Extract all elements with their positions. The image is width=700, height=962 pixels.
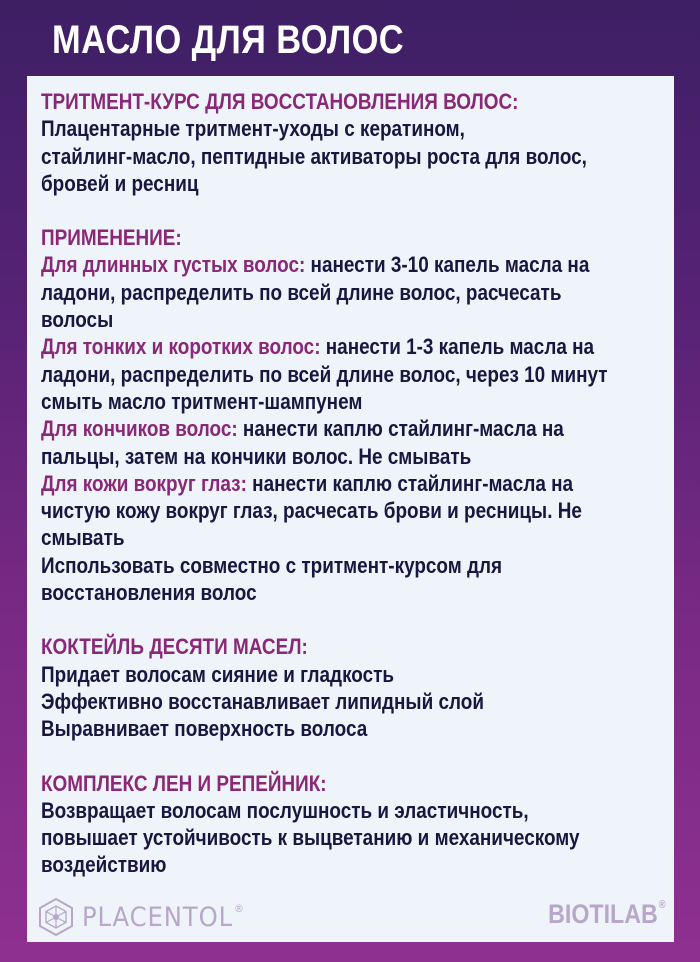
usage-item-lead: Для кожи вокруг глаз: — [41, 470, 247, 496]
placentol-logo — [36, 897, 263, 937]
section-ten-oils — [41, 633, 643, 742]
text-line: Придает волосам сияние и гладкость — [41, 661, 395, 687]
usage-item-text: нанести каплю стайлинг-масла на — [246, 470, 574, 496]
text-line: Выравнивает поверхность волоса — [41, 716, 368, 742]
usage-item-lead: Для тонких и коротких волос: — [41, 334, 321, 360]
section-heading: КОМПЛЕКС ЛЕН И РЕПЕЙНИК: — [41, 770, 327, 796]
section-application — [41, 224, 643, 606]
text-line: пальцы, затем на кончики волос. Не смывать — [41, 443, 472, 469]
text-line: стайлинг-масло, пептидные активаторы роста для волос, — [41, 143, 587, 169]
usage-item — [41, 415, 643, 442]
usage-item-lead: Для длинных густых волос: — [41, 252, 306, 278]
text-line: Эффективно восстанавливает липидный слой — [41, 688, 484, 714]
usage-item-text: нанести каплю стайлинг-масла на — [237, 416, 564, 442]
section-heading: КОКТЕЙЛЬ ДЕСЯТИ МАСЕЛ: — [41, 634, 308, 660]
registered-mark: ® — [659, 899, 666, 911]
registered-mark: ® — [233, 901, 245, 915]
placentol-wordmark — [82, 902, 245, 933]
text-line: волосы — [41, 307, 114, 333]
text-line: чистую кожу вокруг глаз, расчесать брови и ресницы. Не — [41, 498, 582, 524]
text-line: повышает устойчивость к выцветанию и механическому — [41, 825, 580, 851]
usage-item — [41, 251, 643, 278]
text-line: ладони, распределить по всей длине волос, через 10 минут — [41, 361, 608, 387]
text-line: воздействию — [41, 852, 167, 878]
content-body — [41, 88, 643, 906]
text-line: бровей и ресниц — [41, 170, 199, 196]
text-line: Возвращает волосам послушность и эластичность, — [41, 797, 529, 823]
placentol-name: PLACENTOL — [82, 901, 234, 933]
usage-item-text: нанести 3-10 капель масла на — [305, 252, 590, 278]
biotilab-name: BIOTILAB — [548, 899, 659, 929]
biotilab-logo — [549, 899, 666, 930]
section-heading: ПРИМЕНЕНИЕ: — [41, 225, 182, 251]
text-line: смывать — [41, 525, 125, 551]
usage-item-text: нанести 1-3 капель масла на — [320, 334, 595, 360]
text-line: смыть масло тритмент-шампунем — [41, 388, 363, 414]
hexagon-molecule-icon — [36, 897, 76, 937]
text-line: Плацентарные тритмент-уходы с кератином, — [41, 116, 465, 142]
section-heading: ТРИТМЕНТ-КУРС ДЛЯ ВОССТАНОВЛЕНИЯ ВОЛОС: — [41, 89, 519, 114]
section-treatment-course — [41, 88, 643, 197]
section-flax-burdock — [41, 770, 643, 879]
text-line: восстановления волос — [41, 580, 257, 606]
usage-item — [41, 470, 643, 497]
text-line: Использовать совместно с тритмент-курсом для — [41, 552, 503, 578]
page-title: МАСЛО ДЛЯ ВОЛОС — [52, 18, 405, 62]
usage-item — [41, 333, 643, 360]
usage-item-lead: Для кончиков волос: — [41, 416, 238, 442]
text-line: ладони, распределить по всей длине волос, расчесать — [41, 279, 562, 305]
